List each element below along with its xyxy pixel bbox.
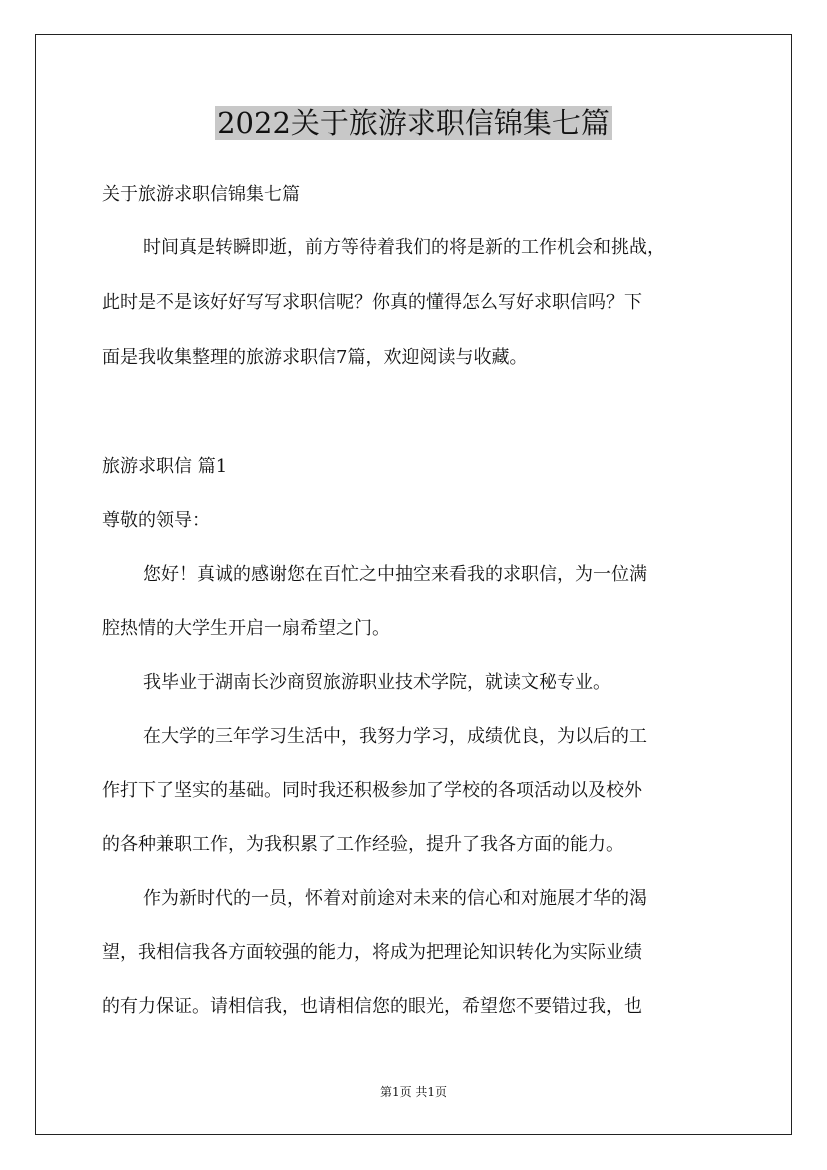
intro-line: 时间真是转瞬即逝，前方等待着我们的将是新的工作机会和挑战， [143, 237, 665, 258]
document-title-text: 2022关于旅游求职信锦集七篇 [217, 106, 610, 140]
body-line: 作打下了坚实的基础。同时我还积极参加了学校的各项活动以及校外 [102, 780, 642, 801]
body-line: 作为新时代的一员，怀着对前途对未来的信心和对施展才华的渴 [143, 888, 647, 909]
body-line: 的有力保证。请相信我，也请相信您的眼光，希望您不要错过我，也 [102, 996, 642, 1017]
salutation: 尊敬的领导： [102, 510, 210, 531]
body-line: 的各种兼职工作，为我积累了工作经验，提升了我各方面的能力。 [102, 834, 624, 855]
body-line: 我毕业于湖南长沙商贸旅游职业技术学院，就读文秘专业。 [143, 672, 611, 693]
document-subtitle: 关于旅游求职信锦集七篇 [102, 184, 300, 205]
document-title [0, 103, 827, 143]
body-line: 望，我相信我各方面较强的能力，将成为把理论知识转化为实际业绩 [102, 942, 642, 963]
body-line: 您好！真诚的感谢您在百忙之中抽空来看我的求职信，为一位满 [143, 564, 647, 585]
intro-line: 面是我收集整理的旅游求职信7篇，欢迎阅读与收藏。 [102, 347, 528, 368]
section-heading: 旅游求职信 篇1 [102, 456, 228, 477]
body-line: 在大学的三年学习生活中，我努力学习，成绩优良，为以后的工 [143, 726, 647, 747]
intro-line: 此时是不是该好好写写求职信呢？你真的懂得怎么写好求职信吗？下 [102, 292, 642, 313]
page-footer: 第1页 共1页 [379, 1085, 448, 1099]
body-line: 腔热情的大学生开启一扇希望之门。 [102, 618, 390, 639]
